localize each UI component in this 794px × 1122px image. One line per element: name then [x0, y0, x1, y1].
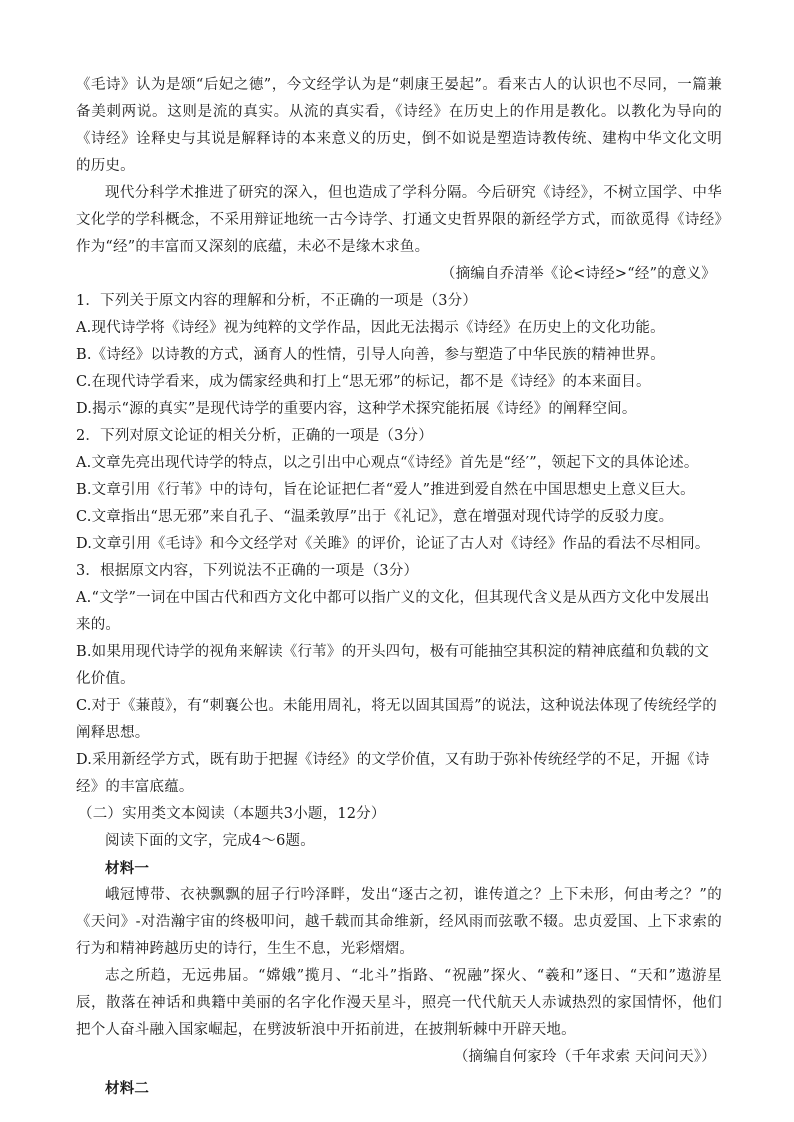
option-a: A.现代诗学将《诗经》视为纯粹的文学作品，因此无法揭示《诗经》在历史上的文化功能。	[76, 320, 665, 336]
passage-source: （摘编自乔清举《论<诗经>“经”的意义》	[440, 266, 716, 282]
option-a: A.文章先亮出现代诗学的特点，以之引出中心观点“《诗经》首先是“经′”，领起下文的具体论述。	[76, 455, 699, 471]
option-c: C.文章指出“思无邪”来自孔子、“温柔敦厚”出于《礼记》，意在增强对现代诗学的反驳力度。	[76, 509, 674, 525]
option-b: B.《诗经》以诗教的方式，涵育人的性情，引导人向善，参与塑造了中华民族的精神世界。	[76, 347, 665, 363]
material-1-title: 材料一	[105, 860, 150, 877]
material-2-title: 材料二	[105, 1080, 150, 1097]
option-c: C.对于《蒹葭》，有“刺襄公也。未能用周礼，将无以固其国焉”的说法，这种说法体现了传统经学的阐释思想。	[76, 698, 717, 741]
material-1-paragraph-2: 志之所趋，无远弗届。“嫦娥”揽月、“北斗”指路、“祝融”探火、“羲和”逐日、“天和”遨游星辰，散落在神话和典籍中美丽的名字化作漫天星斗，照亮一代代航天人赤诚热烈的家国情怀，他们把个人奋斗融入国家崛起，在劈波斩浪中开拓前进，在披荆斩棘中开辟天地。	[76, 968, 722, 1038]
question-3	[76, 558, 722, 801]
option-c: C.在现代诗学看来，成为儒家经典和打上“思无邪”的标记，都不是《诗经》的本来面目。	[76, 374, 651, 390]
option-d: D.揭示“源的真实”是现代诗学的重要内容，这种学术探究能拓展《诗经》的阐释空间。	[76, 401, 637, 417]
passage-paragraph-2: 现代分科学术推进了研究的深入，但也造成了学科分隔。今后研究《诗经》，不树立国学、中华文化学的学科概念，不采用辩证地统一古今诗学、打通文史哲界限的新经学方式，而欲觅得《诗经》作为“经”的丰富而又深刻的底蕴，未必不是缘木求鱼。	[76, 185, 722, 255]
question-2	[76, 423, 722, 558]
passage-paragraph-1: 《毛诗》认为是颂“后妃之德”，今文经学认为是“刺康王晏起”。看来古人的认识也不尽同，一篇兼备美刺两说。这则是流的真实。从流的真实看，《诗经》在历史上的作用是教化。以教化为导向的《诗经》诠释史与其说是解释诗的本来意义的历史，倒不如说是塑造诗教传统、建构中华文化文明的历史。	[76, 77, 722, 174]
question-stem: 1．下列关于原文内容的理解和分析，不正确的一项是（3分）	[76, 293, 478, 309]
section-instruction: 阅读下面的文字，完成4～6题。	[105, 833, 315, 849]
question-1	[76, 288, 722, 423]
question-stem: 2．下列对原文论证的相关分析，正确的一项是（3分）	[76, 428, 433, 444]
material-1-source: （摘编自何家玲（千年求索 天问问天》）	[453, 1049, 716, 1065]
section-title: （二）实用类文本阅读（本题共3小题，12分）	[78, 806, 386, 822]
option-d: D.采用新经学方式，既有助于把握《诗经》的文学价值，又有助于弥补传统经学的不足，开掘《诗经》的丰富底蕴。	[76, 752, 710, 795]
option-b: B.文章引用《行苇》中的诗句，旨在论证把仁者“爱人”推进到爱自然在中国思想史上意义巨大。	[76, 482, 695, 498]
option-a: A.“文学”一词在中国古代和西方文化中都可以指广义的文化，但其现代含义是从西方文化中发展出来的。	[76, 590, 710, 633]
option-b: B.如果用现代诗学的视角来解读《行苇》的开头四句，极有可能抽空其积淀的精神底蕴和负载的文化价值。	[76, 644, 710, 687]
question-stem: 3．根据原文内容，下列说法不正确的一项是（3分）	[76, 563, 419, 579]
material-1-paragraph-1: 峨冠博带、衣袂飘飘的屈子行吟泽畔，发出“逐古之初，谁传道之？上下未形，何由考之？”的《天问》-对浩瀚宇宙的终极叩问，越千载而其命维新，经风雨而弦歌不辍。忠贞爱国、上下求索的行为和精神跨越历史的诗行，生生不息，光彩熠熠。	[76, 887, 722, 957]
option-d: D.文章引用《毛诗》和今文经学对《关雎》的评价，论证了古人对《诗经》作品的看法不尽相同。	[76, 536, 710, 552]
